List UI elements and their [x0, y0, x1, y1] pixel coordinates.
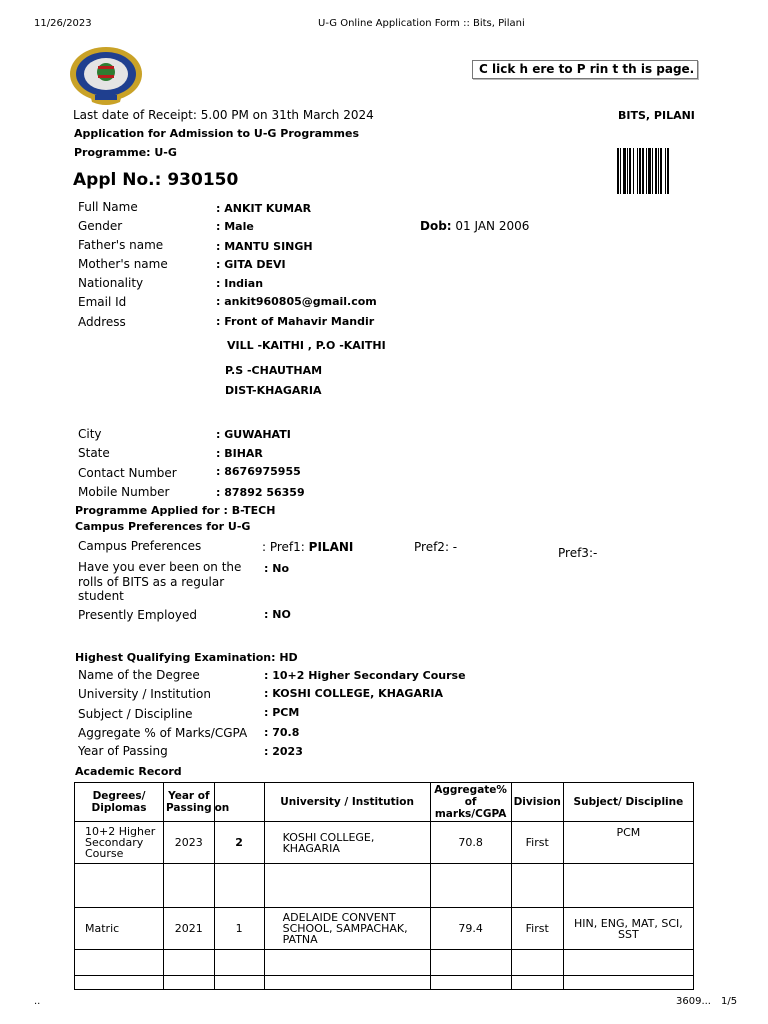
highest-qualifying-heading: Highest Qualifying Examination: HD [75, 651, 298, 664]
col-university: University / Institution [264, 783, 430, 822]
programme-applied-value: B-TECH [231, 504, 276, 517]
row2-number: 1 [214, 908, 264, 950]
col-year-of-passing: Year of Passing [164, 783, 215, 822]
gender-value: : Male [216, 220, 254, 233]
receipt-deadline: Last date of Receipt: 5.00 PM on 31th March 2024 [73, 108, 374, 122]
campus-heading: Campus Preferences for U-G [75, 520, 251, 533]
table-row [75, 864, 694, 908]
full-name-label: Full Name [78, 200, 138, 214]
state-value: : BIHAR [216, 447, 263, 460]
email-value: : ankit960805@gmail.com [216, 295, 377, 308]
row1-degree: 10+2 Higher Secondary Course [75, 822, 164, 864]
appl-no-label: Appl No.: [73, 170, 162, 190]
address-line-4: DIST-KHAGARIA [225, 384, 322, 397]
father-name-label: Father's name [78, 238, 164, 252]
campus-preferences-label: Campus Preferences [78, 539, 202, 553]
mobile-number-label: Mobile Number [78, 485, 170, 499]
pref1-field [262, 540, 353, 554]
row1-institution: KOSHI COLLEGE, KHAGARIA [264, 822, 430, 864]
col-on: on [214, 783, 264, 822]
table-row [75, 822, 694, 864]
row1-number: 2 [214, 822, 264, 864]
col-degrees: Degrees/ Diplomas [75, 783, 164, 822]
row1-year: 2023 [164, 822, 215, 864]
nationality-label: Nationality [78, 276, 144, 290]
city-value: : GUWAHATI [216, 428, 291, 441]
degree-name-value: : 10+2 Higher Secondary Course [264, 669, 466, 682]
state-label: State [78, 446, 110, 460]
pref3-field: Pref3:- [558, 546, 598, 560]
academic-record-heading: Academic Record [75, 765, 182, 778]
print-date: 11/26/2023 [34, 18, 92, 29]
table-header-row [75, 783, 694, 822]
footer-url[interactable]: 3609... [676, 996, 711, 1007]
table-row [75, 950, 694, 976]
row1-aggregate: 70.8 [430, 822, 511, 864]
aggregate-value: : 70.8 [264, 726, 300, 739]
footer-left: .. [34, 996, 41, 1007]
pref2-field: Pref2: - [414, 540, 458, 554]
application-heading: Application for Admission to U-G Programmes [74, 127, 359, 140]
row1-subject: PCM [563, 822, 693, 864]
pref1-value: PILANI [308, 540, 354, 554]
programme-applied-label: Programme Applied for : [75, 504, 228, 517]
email-label: Email Id [78, 295, 127, 309]
print-title: U-G Online Application Form :: Bits, Pilani [318, 18, 525, 29]
city-label: City [78, 427, 102, 441]
mother-name-value: : GITA DEVI [216, 258, 286, 271]
address-line-1: : Front of Mahavir Mandir [216, 315, 375, 328]
gender-label: Gender [78, 219, 123, 233]
bits-emblem-logo [68, 46, 144, 106]
year-passing-value: : 2023 [264, 745, 303, 758]
print-page-link[interactable]: C lick h ere to P rin t th is page. [472, 60, 698, 79]
mobile-number-value: : 87892 56359 [216, 486, 305, 499]
barcode-image [617, 148, 693, 194]
presently-employed-label: Presently Employed [78, 608, 197, 622]
contact-number-value: : 8676975955 [216, 465, 301, 478]
aggregate-label: Aggregate % of Marks/CGPA [78, 726, 248, 740]
row2-division: First [511, 908, 563, 950]
university-value: : KOSHI COLLEGE, KHAGARIA [264, 687, 444, 700]
year-passing-label: Year of Passing [78, 744, 168, 758]
row2-degree: Matric [75, 908, 164, 950]
row2-aggregate: 79.4 [430, 908, 511, 950]
programme-label: Programme: U-G [74, 146, 177, 159]
academic-record-table [74, 782, 694, 990]
full-name-value: : ANKIT KUMAR [216, 202, 312, 215]
presently-employed-value: : NO [264, 608, 291, 621]
address-line-3: P.S -CHAUTHAM [225, 364, 323, 377]
address-line-2: VILL -KAITHI , P.O -KAITHI [227, 339, 386, 352]
appl-no-value: 930150 [167, 170, 239, 190]
pref1-label: : Pref1: [262, 540, 305, 554]
nationality-value: : Indian [216, 277, 264, 290]
row1-division: First [511, 822, 563, 864]
institute-name: BITS, PILANI [618, 109, 695, 122]
subject-label: Subject / Discipline [78, 707, 193, 721]
row2-institution: ADELAIDE CONVENT SCHOOL, SAMPACHAK, PATNA [264, 908, 430, 950]
university-label: University / Institution [78, 687, 211, 701]
address-label: Address [78, 315, 126, 329]
footer-page-number: 1/5 [721, 996, 738, 1007]
dob-label: Dob: [420, 219, 452, 233]
rolls-of-bits-value: : No [264, 562, 289, 575]
table-row [75, 976, 694, 990]
subject-value: : PCM [264, 706, 300, 719]
mother-name-label: Mother's name [78, 257, 168, 271]
col-aggregate: Aggregate% of marks/CGPA [430, 783, 511, 822]
col-division: Division [511, 783, 563, 822]
contact-number-label: Contact Number [78, 466, 177, 480]
degree-name-label: Name of the Degree [78, 668, 200, 682]
dob-value: 01 JAN 2006 [455, 219, 530, 233]
col-subject: Subject/ Discipline [563, 783, 693, 822]
programme-applied [75, 504, 275, 517]
row2-year: 2021 [164, 908, 215, 950]
father-name-value: : MANTU SINGH [216, 240, 313, 253]
dob-field [420, 219, 529, 233]
table-row [75, 908, 694, 950]
application-number [73, 170, 238, 190]
row2-subject: HIN, ENG, MAT, SCI, SST [563, 908, 693, 950]
rolls-of-bits-label: Have you ever been on the rolls of BITS as a regular student [78, 560, 242, 603]
